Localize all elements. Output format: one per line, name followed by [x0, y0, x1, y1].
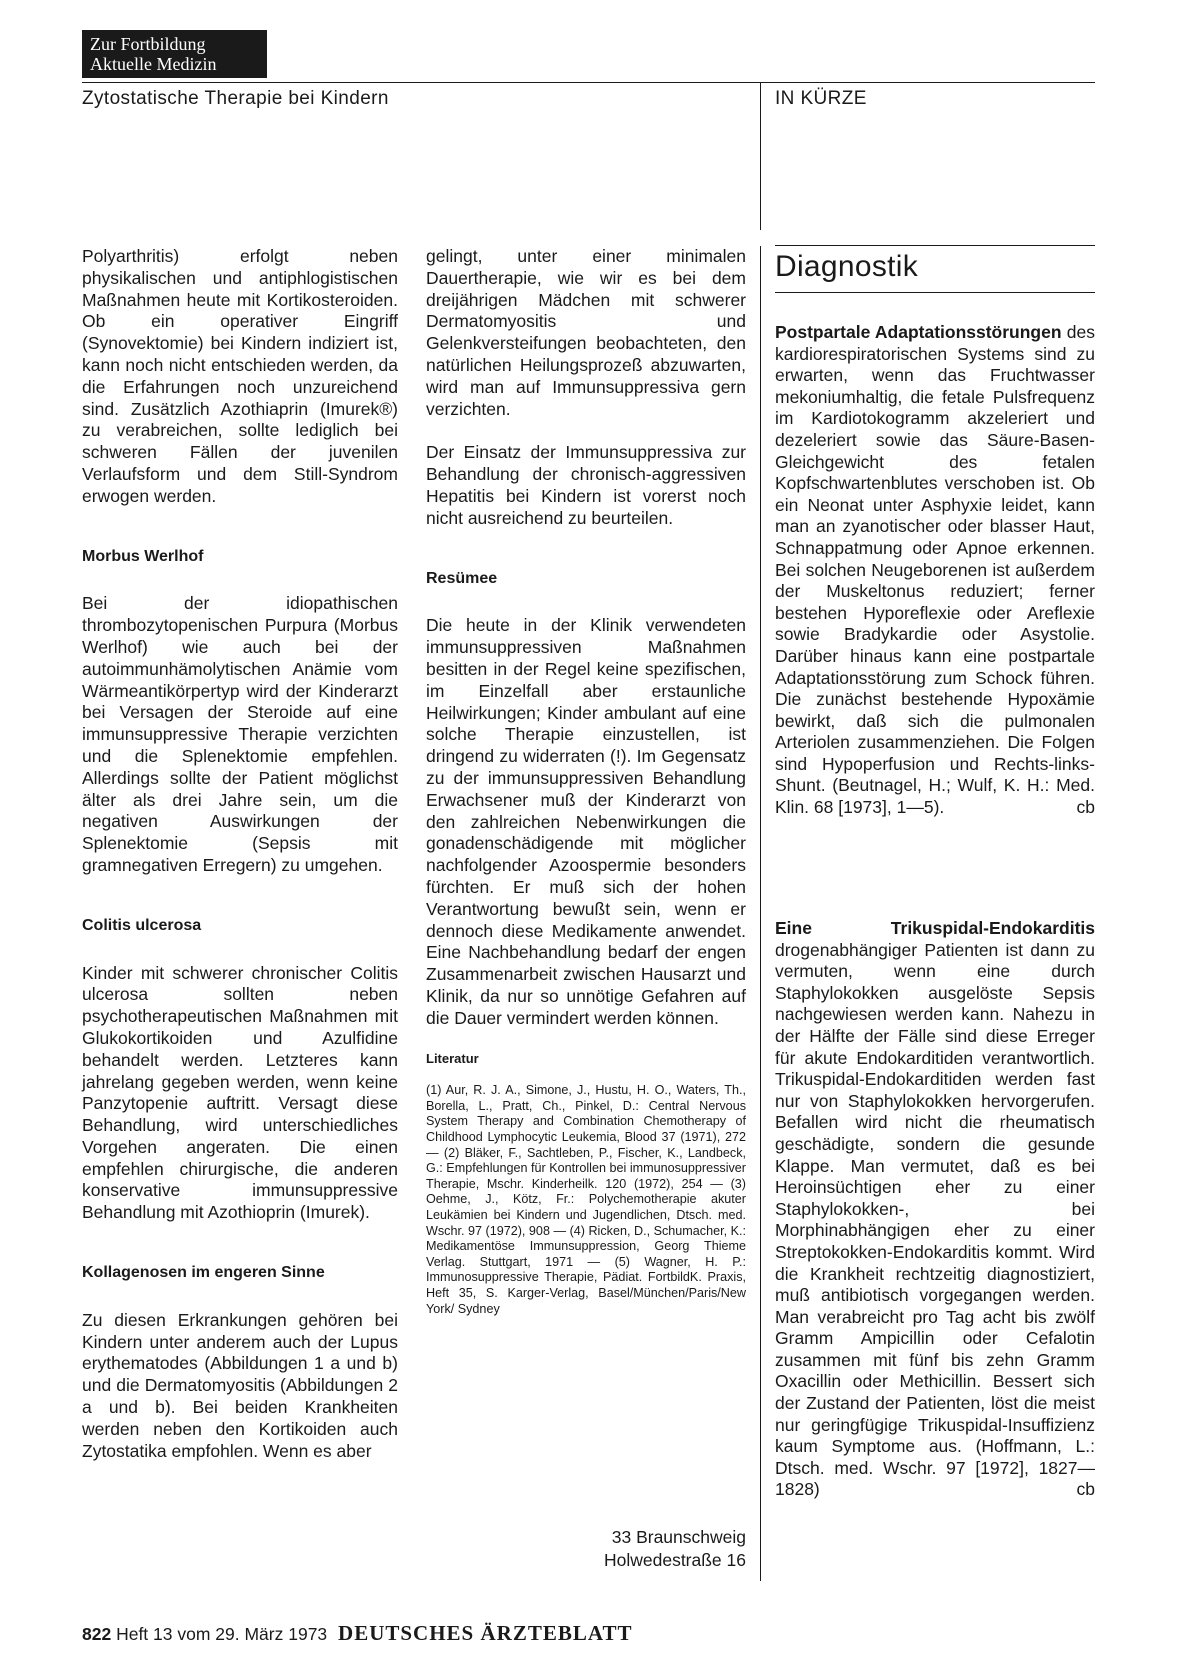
author-initials: cb: [1076, 797, 1095, 818]
issue-info: Heft 13 vom 29. März 1973: [116, 1624, 328, 1644]
running-title: Zytostatische Therapie bei Kindern: [82, 88, 389, 109]
paragraph-werlhof: Bei der idiopathischen thrombozytopenischen Purpura (Morbus Werlhof) wie auch bei der autoimmunhämolytischen Anämie vom Wärmeantikörpertyp wird der Kinderarzt bei Versagen der Steroide auf eine immunsuppressive Therapie verzichten und die Splenektomie empfehlen. Allerdings sollte der Patient möglichst älter als drei Jahre sein, um die negativen Auswirkungen der Splenektomie (Sepsis mit gramnegativen Erregern) zu umgehen.: [82, 593, 398, 875]
paragraph-hepatitis: Der Einsatz der Immunsuppressiva zur Behandlung der chronisch-aggressiven Hepatitis bei Kindern ist vorerst noch nicht ausreichend zu beurteilen.: [426, 442, 746, 528]
item-text: des kardiorespiratorischen Systems sind zu erwarten, wenn das Fruchtwasser mekoniumhaltig, die fetale Pulsfrequenz im Kardiotokogramm akzeleriert und dezeleriert sowie das Säure-Basen-Gleichgewicht des fetalen Kopfschwartenblutes verschoben ist. Ob ein Neonat unter Asphyxie leidet, kann man an zyanotischer oder blasser Haut, Schnappatmung oder Apnoe erkennen. Bei solchen Neugeborenen ist außerdem der Muskeltonus reduziert; ferner bestehen Hyporeflexie oder Areflexie sowie Bradykardie oder Asystolie. Darüber hinaus kann eine postpartale Adaptationsstörung zum Schock führen. Die zunächst bestehende Hypoxämie bewirkt, daß sich die pulmonalen Arteriolen zusammenziehen. Die Folgen sind Hypoperfusion und Rechts-links-Shunt. (Beutnagel, H.; Wulf, K. H.: Med. Klin. 68 [1973], 1—5).: [775, 322, 1095, 818]
address-city: 33 Braunschweig: [611, 1527, 746, 1547]
page-footer: [82, 1621, 632, 1646]
heading-colitis: Colitis ulcerosa: [82, 916, 202, 934]
heading-kollagenosen: Kollagenosen im engeren Sinne: [82, 1264, 325, 1282]
column-divider: [760, 246, 761, 1581]
header-rule-left: [82, 82, 760, 83]
paragraph-kollagenosen: Zu diesen Erkrankungen gehören bei Kindern unter anderem auch der Lupus erythematodes (Abbildungen 1 a und b) und die Dermatomyositis (Abbildungen 2 a und b). Bei beiden Krankheiten werden neben den Kortikoiden auch Zytostatika empfohlen. Wenn es aber: [82, 1309, 398, 1461]
diagnostik-rule-bottom: [775, 292, 1095, 293]
brief-item-adaptationsstoerungen: [775, 322, 1095, 819]
item-lead: Eine Trikuspidal-Endokarditis: [775, 918, 1095, 938]
article-column-1: [82, 246, 398, 1462]
author-initials: cb: [1076, 1479, 1095, 1500]
author-address: [586, 1526, 746, 1572]
section-badge: [82, 30, 267, 78]
heading-morbus-werlhof: Morbus Werlhof: [82, 547, 204, 565]
journal-masthead: DEUTSCHES ÄRZTEBLATT: [338, 1621, 633, 1645]
address-street: Holwedestraße 16: [603, 1550, 746, 1570]
article-column-2: [426, 246, 746, 1317]
paragraph-colitis: Kinder mit schwerer chronischer Colitis ulcerosa sollten neben psychotherapeutischen Maßnahmen mit Glukokortikoiden und Azulfidine behandelt werden. Letzteres kann jahrelang gegeben werden, wenn keine Panzytopenie auftritt. Versagt diese Behandlung, wird unterschiedliches Vorgehen angeraten. Die einen empfehlen chirurgische, die anderen konservative immunsuppressive Behandlung mit Azothioprin (Imurek).: [82, 962, 398, 1223]
heading-literatur: Literatur: [426, 1050, 479, 1066]
paragraph-intro: Polyarthritis) erfolgt neben physikalischen und antiphlogistischen Maßnahmen heute mit Kortikosteroiden. Ob ein operativer Eingriff (Synovektomie) bei Kindern indiziert ist, kann noch nicht entschieden werden, da die Erfahrungen noch unzureichend sind. Zusätzlich Azothiaprin (Imurek®) zu verabreichen, sollte lediglich bei schweren Fällen der juvenilen Verlaufsform und dem Still-Syndrom erwogen werden.: [82, 246, 398, 506]
item-lead: Postpartale Adaptationsstörungen: [775, 322, 1062, 342]
item-text: drogenabhängiger Patienten ist dann zu vermuten, wenn eine durch Staphylokokken ausgelöste Sepsis nachgewiesen werden kann. Nahezu in der Hälfte der Fälle sind diese Erreger für akute Endokarditiden verantwortlich. Trikuspidal-Endokarditiden werden fast nur von Staphylokokken hervorgerufen. Befallen wird nicht die rheumatisch geschädigte, sondern die gesunde Klappe. Man vermutet, daß es bei Heroinsüchtigen eher zu einer Staphylokokken-, bei Morphinabhängigen eher zu einer Streptokokken-Endokarditis kommt. Wird die Krankheit rechtzeitig diagnostiziert, muß antibiotisch vorgegangen werden. Man verabreicht pro Tag acht bis zwölf Gramm Ampicillin oder Cefalotin zusammen mit fünf bis zehn Gramm Oxacillin oder Methicillin. Bessert sich der Zustand der Patienten, löst die meist nur geringfügige Trikuspidal-Insuffizienz kaum Symptome aus. (Hoffmann, L.: Dtsch. med. Wschr. 97 [1972], 1827—1828): [775, 939, 1095, 1500]
paragraph-dauertherapie: gelingt, unter einer minimalen Dauertherapie, wie wir es bei dem dreijährigen Mädchen mit schwerer Dermatomyositis und Gelenkversteifungen beobachteten, den natürlichen Heilungsprozeß abzuwarten, wird man auf Immunsuppressiva gern verzichten.: [426, 246, 746, 419]
page-number: 822: [82, 1624, 112, 1644]
header-rule-right: [760, 82, 1095, 83]
column-divider-top: [760, 82, 761, 230]
section-title: IN KÜRZE: [775, 88, 867, 109]
heading-resumee: Resümee: [426, 569, 498, 587]
badge-line-2: Aktuelle Medizin: [90, 54, 217, 74]
paragraph-resumee: Die heute in der Klinik verwendeten immunsuppressiven Maßnahmen besitten in der Regel keine spezifischen, im Einzelfall aber erstaunliche Heilwirkungen; Kinder ambulant auf eine solche Therapie einzustellen, ist dringend zu widerraten (!). Im Gegensatz zu der immunsuppressiven Behandlung Erwachsener muß der Kinderarzt von den zahlreichen Nebenwirkungen die gonadenschädigende mit möglicher nachfolgender Azoospermie besonders fürchten. Er muß sich der hohen Verantwortung bewußt sein, wenn er dennoch diese Medikamente anwendet. Eine Nachbehandlung bedarf der engen Zusammenarbeit zwischen Hausarzt und Klinik, da nur so unnötige Gefahren auf die Dauer vermindert werden können.: [426, 615, 746, 1028]
diagnostik-heading: Diagnostik: [775, 250, 919, 283]
brief-item-endokarditis: [775, 918, 1095, 1501]
badge-line-1: Zur Fortbildung: [90, 34, 206, 54]
reference-list: (1) Aur, R. J. A., Simone, J., Hustu, H. O., Waters, Th., Borella, L., Pratt, Ch., Pinkel, D.: Central Nervous System Therapy and Combination Chemotherapy of Childhood Lymphocytic Leukemia, Blood 37 (1971), 272 — (2) Bläker, F., Sachtleben, P., Fischer, K., Landbeck, G.: Empfehlungen für Kontrollen bei immunosuppressiver Therapie, Mschr. Kinderheilk. 120 (1972), 254 — (3) Oehme, J., Kötz, Fr.: Polychemotherapie akuter Leukämien bei Kindern und Jugendlichen, Dtsch. med. Wschr. 97 (1972), 908 — (4) Ricken, D., Schumacher, K.: Medikamentöse Immunsuppression, Georg Thieme Verlag. Stuttgart, 1971 — (5) Wagner, H. P.: Immunosuppressive Therapie, Pädiat. FortbildK. Praxis, Heft 35, S. Karger-Verlag, Basel/München/Paris/New York/ Sydney: [426, 1083, 746, 1316]
diagnostik-rule-top: [775, 245, 1095, 246]
